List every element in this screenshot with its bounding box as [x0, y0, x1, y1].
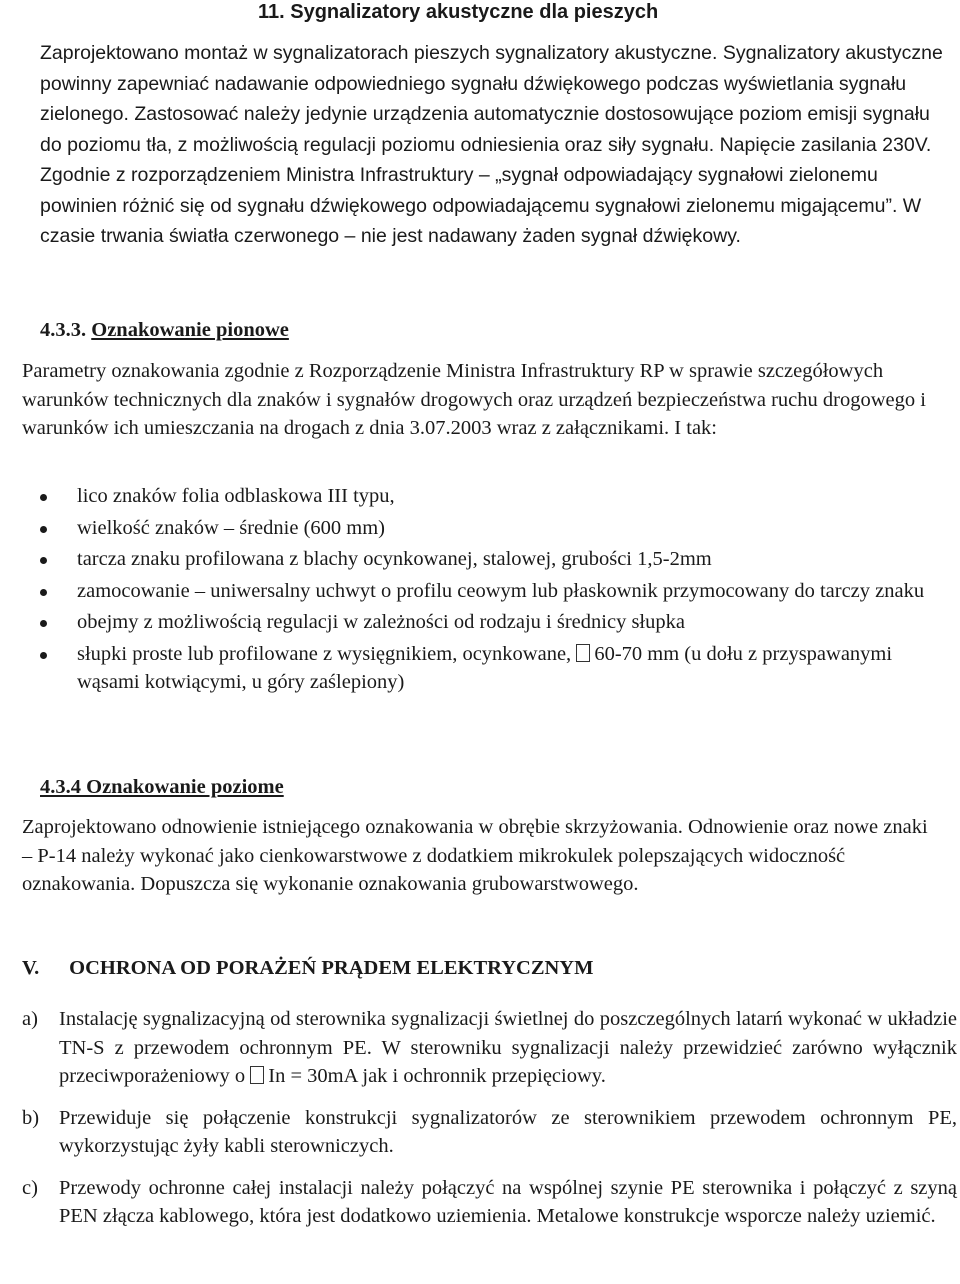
list-item — [22, 1005, 957, 1091]
list-item-text: tarcza znaku profilowana z blachy ocynkowanej, stalowej, grubości 1,5-2mm — [77, 548, 712, 570]
list-item-text: Przewiduje się połączenie konstrukcji sygnalizatorów ze sterownikiem przewodem ochronnym PE, wykorzystując żyły kabli sterowniczych. — [59, 1106, 957, 1157]
list-item-text: obejmy z możliwością regulacji w zależności od rodzaju i średnicy słupka — [77, 611, 685, 633]
section-v-title: OCHRONA OD PORAŻEŃ PRĄDEM ELEKTRYCZNYM — [69, 957, 594, 979]
section-11-body: Zaprojektowano montaż w sygnalizatorach pieszych sygnalizatory akustyczne. Sygnalizatory akustyczne powinny zapewniać nadawanie odpowiedniego sygnału dźwiękowego podczas wyświetlania sygnału zielonego. Zastosować należy jedynie urządzenia automatycznie dostosowujące poziom emisji sygnału do poziomu tła, z możliwością regulacji poziomu odniesienia oraz siły sygnału. Napięcie zasilania 230V. Zgodnie z rozporządzeniem Ministra Infrastruktury – „sygnał odpowiadający sygnałowi zielonemu powinien różnić się od sygnału dźwiękowego odpowiadającemu sygnałowi zielonemu migającemu”. W czasie trwania światła czerwonego – nie jest nadawany żaden sygnał dźwiękowy. — [40, 42, 943, 247]
section-pionowe-title: Oznakowanie pionowe — [91, 319, 289, 341]
list-item — [22, 514, 957, 543]
section-v-heading — [22, 955, 593, 981]
bullet-icon — [40, 589, 47, 596]
list-item — [22, 1174, 957, 1231]
section-v-number: V. — [22, 957, 40, 979]
section-poziome-title: 4.3.4 Oznakowanie poziome — [40, 776, 284, 798]
missing-glyph-icon — [250, 1066, 264, 1084]
section-poziome-heading — [40, 775, 284, 799]
section-pionowe-heading — [40, 318, 289, 342]
list-item-text: Instalację sygnalizacyjną od sterownika sygnalizacji świetlnej do poszczególnych latarń wykonać w układzie TN-S z przewodem ochronnym PE. W sterowniku sygnalizacji należy przewidzieć zarówno wyłącznik przeciwporażeniowy o — [59, 1008, 957, 1087]
list-item — [22, 1104, 957, 1161]
list-item — [22, 640, 957, 697]
section-11-title: 11. Sygnalizatory akustyczne dla pieszych — [258, 1, 659, 23]
list-item-letter: b) — [22, 1106, 40, 1129]
section-pionowe-intro: Parametry oznakowania zgodnie z Rozporządzenie Ministra Infrastruktury RP w sprawie szczegółowych warunków technicznych dla znaków i sygnałów drogowych oraz urządzeń bezpieczeństwa ruchu drogowego i warunków ich umieszczania na drogach z dnia 3.07.2003 wraz z załącznikami. I tak: — [22, 360, 926, 439]
missing-glyph-icon — [576, 644, 590, 662]
section-poziome-body: Zaprojektowano odnowienie istniejącego oznakowania w obrębie skrzyżowania. Odnowienie oraz nowe znaki – P-14 należy wykonać jako cienkowarstwowe z dodatkiem mikrokulek polepszających widoczność oznakowania. Dopuszcza się wykonanie oznakowania grubowarstwowego. — [22, 816, 928, 895]
list-item-letter: c) — [22, 1176, 38, 1199]
bullet-icon — [40, 557, 47, 564]
pionowe-bullet-list — [22, 482, 957, 700]
list-item — [22, 577, 957, 606]
section-v-list — [22, 1005, 957, 1244]
bullet-icon — [40, 494, 47, 501]
list-item-text: Przewody ochronne całej instalacji należy połączyć na wspólnej szynie PE sterownika i połączyć z szyną PEN złącza kablowego, która jest dodatkowo uziemienia. Metalowe konstrukcje wsporcze należy uziemić. — [59, 1176, 957, 1227]
list-item — [22, 545, 957, 574]
list-item-text: słupki proste lub profilowane z wysięgnikiem, ocynkowane, — [77, 642, 572, 665]
section-pionowe-number: 4.3.3. — [40, 319, 87, 341]
bullet-icon — [40, 620, 47, 627]
list-item — [22, 608, 957, 637]
list-item-text: zamocowanie – uniwersalny uchwyt o profilu ceowym lub płaskownik przymocowany do tarczy znaku — [77, 579, 925, 602]
list-item-text: In = 30mA jak i ochronnik przepięciowy. — [268, 1065, 606, 1087]
list-item-text: 60-70 mm (u dołu z przyspawanymi wąsami kotwiącymi, u góry zaślepiony) — [77, 642, 893, 693]
bullet-icon — [40, 652, 47, 659]
section-11 — [40, 0, 950, 252]
list-item-letter: a) — [22, 1008, 38, 1030]
list-item — [22, 482, 957, 511]
list-item-text: wielkość znaków – średnie (600 mm) — [77, 516, 385, 539]
bullet-icon — [40, 526, 47, 533]
list-item-text: lico znaków folia odblaskowa III typu, — [77, 485, 395, 507]
